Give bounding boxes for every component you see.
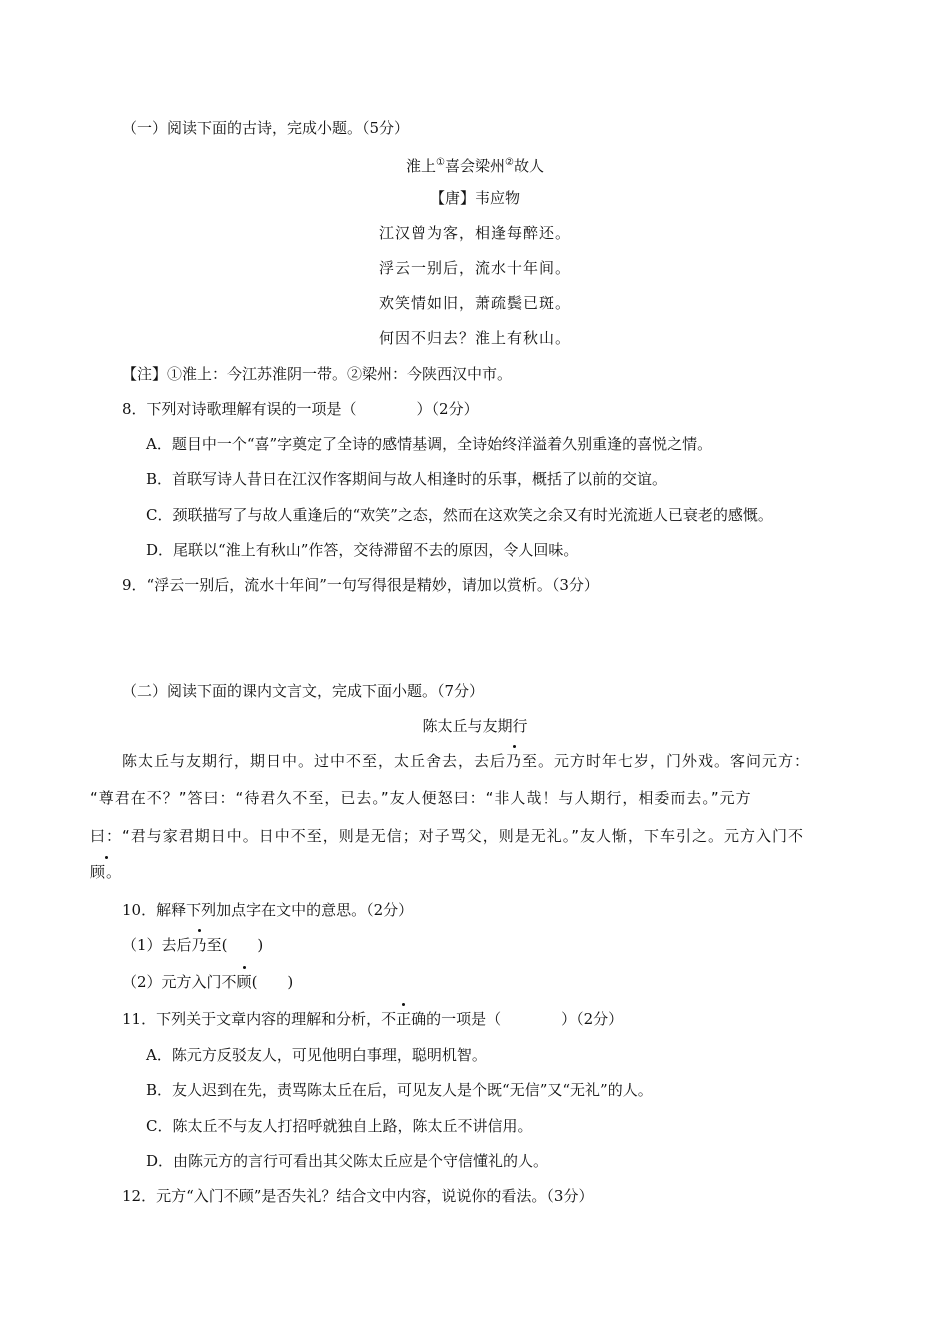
q8-option-d: D．尾联以“淮上有秋山”作答，交待滞留不去的原因，令人回味。 [146,541,579,559]
q11-option-d: D．由陈元方的言行可看出其父陈太丘应是个守信懂礼的人。 [146,1152,549,1170]
q12-stem: 12．元方“入门不顾”是否失礼？结合文中内容，说说你的看法。（3分） [122,1187,594,1205]
section2-heading: （二）阅读下面的课内文言文，完成下面小题。（7分） [122,682,485,700]
passage-line: 陈太丘与友期行，期日中。过中不至，太丘舍去，去后乃至。元方时年七岁，门外戏。客问元方： [122,752,811,770]
q11-option-a: A．陈元方反驳友人，可见他明白事理，聪明机智。 [146,1046,487,1064]
q10-item-2: （2）元方入门不顾( ) [122,973,294,991]
q11-stem: 11．下列关于文章内容的理解和分析，不正确的一项是（ ）（2分） [122,1010,624,1028]
section1-heading: （一）阅读下面的古诗，完成小题。（5分） [122,119,410,137]
q11-option-b: B．友人迟到在先，责骂陈太丘在后，可见友人是个既“无信”又“无礼”的人。 [146,1081,653,1099]
poem-line: 江汉曾为客，相逢每醉还。 [378,224,571,242]
emphasis-dot-text: 不正确 [381,1010,427,1028]
poem-line: 欢笑情如旧，萧疏鬓已斑。 [378,294,571,312]
poem-author: 【唐】韦应物 [429,189,520,207]
q9-stem: 9．“浮云一别后，流水十年间”一句写得很是精妙，请加以赏析。（3分） [122,576,599,594]
emphasis-dot-char: 乃 [506,752,523,770]
emphasis-dot-char: 顾 [236,973,252,991]
emphasis-dot-char: 乃 [191,936,207,954]
poem-line: 何因不归去？淮上有秋山。 [378,329,571,347]
q8-option-c: C．颈联描写了与故人重逢后的“欢笑”之态，然而在这欢笑之余又有时光流逝人已衰老的感慨。 [146,506,773,524]
passage-title: 陈太丘与友期行 [422,717,528,735]
q10-item-1: （1）去后乃至( ) [122,936,264,954]
q10-stem: 10．解释下列加点字在文中的意思。（2分） [122,901,414,919]
q8-option-a: A．题目中一个“喜”字奠定了全诗的感情基调，全诗始终洋溢着久别重逢的喜悦之情。 [146,435,713,453]
q11-option-c: C．陈太丘不与友人打招呼就独自上路，陈太丘不讲信用。 [146,1117,533,1135]
passage-line: “尊君在不？”答曰：“待君久不至，已去。”友人便怒曰：“非人哉！与人期行，相委而去。”元方 [90,789,752,807]
passage-line [90,862,122,882]
q8-stem: 8．下列对诗歌理解有误的一项是（ ）（2分） [122,400,479,418]
passage-line: 曰：“君与家君期日中。日中不至，则是无信；对子骂父，则是无礼。”友人惭，下车引之。元方入门不 [90,827,805,845]
q8-option-b: B．首联写诗人昔日在江汉作客期间与故人相逢时的乐事，概括了以前的交谊。 [146,470,668,488]
poem-line: 浮云一别后，流水十年间。 [378,259,571,277]
poem-note: 【注】①淮上：今江苏淮阴一带。②梁州：今陕西汉中市。 [122,365,513,383]
poem-title: 淮上①喜会梁州②故人 [406,157,544,175]
emphasis-dot-char: 顾。 [90,863,123,881]
